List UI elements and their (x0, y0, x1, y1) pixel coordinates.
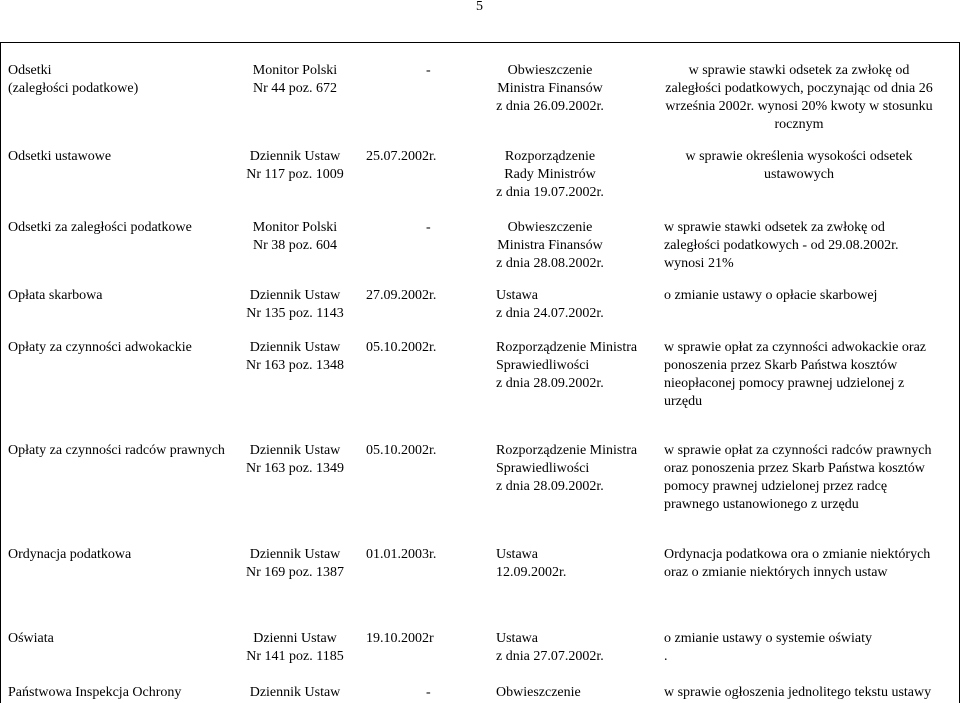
description-cell-line: . (664, 649, 668, 664)
subject-cell (8, 630, 54, 648)
description-cell-line: w sprawie stawki odsetek za zwłokę od (664, 220, 885, 235)
subject-cell (8, 219, 192, 237)
act-cell-line: Obwieszczenie (507, 220, 593, 235)
act-cell (496, 442, 637, 496)
date-cell: 05.10.2002r. (366, 443, 437, 458)
act-cell (490, 219, 610, 273)
act-cell-line: Sprawiedliwości (496, 358, 590, 373)
source-cell (240, 546, 350, 582)
description-cell-line: o zmianie ustawy o systemie oświaty (664, 631, 873, 646)
act-cell (490, 62, 610, 116)
act-cell-line: z dnia 28.09.2002r. (496, 376, 604, 391)
description-cell-line: oraz ponoszenia przez Skarb Państwa kosztów (664, 461, 925, 476)
act-cell-line: Sprawiedliwości (496, 461, 590, 476)
act-cell-line: z dnia 24.07.2002r. (496, 306, 604, 321)
act-cell-line: Rozporządzenie (504, 149, 596, 164)
act-cell (496, 630, 604, 666)
act-cell (496, 287, 604, 323)
description-cell-line: w sprawie ogłoszenia jednolitego tekstu ustawy (664, 685, 932, 700)
subject-cell-line: Opłaty za czynności radców prawnych (8, 443, 225, 458)
source-cell-line: Dziennik Ustaw (249, 443, 341, 458)
act-cell (490, 148, 610, 202)
source-cell-line: Dziennik Ustaw (249, 547, 341, 562)
description-cell-line: pomocy prawnej udzielonej przez radcę (664, 479, 888, 494)
source-cell-line: Nr 135 poz. 1143 (246, 306, 344, 321)
subject-cell (8, 442, 225, 460)
source-cell-line: Nr 169 poz. 1387 (246, 565, 344, 580)
source-cell-line: Nr 44 poz. 672 (253, 81, 337, 96)
description-cell-line: w sprawie stawki odsetek za zwłokę od (688, 63, 910, 78)
description-cell (664, 339, 926, 411)
act-cell-line: z dnia 19.07.2002r. (496, 185, 604, 200)
act-cell-line: z dnia 26.09.2002r. (496, 99, 604, 114)
description-cell-line: zaległości podatkowych, poczynając od dnia 26 (665, 81, 933, 96)
act-cell-line: Ustawa (496, 631, 538, 646)
subject-cell (8, 287, 102, 305)
act-cell-line: Rady Ministrów (504, 167, 596, 182)
description-cell (654, 62, 944, 134)
subject-cell (8, 62, 138, 98)
description-cell-line: wynosi 21% (664, 256, 734, 271)
source-cell (240, 62, 350, 98)
source-cell (240, 630, 350, 666)
subject-cell (8, 684, 181, 702)
description-cell-line: prawnego ustanowionego z urzędu (664, 497, 859, 512)
description-cell-line: urzędu (664, 394, 703, 409)
subject-cell-line: Odsetki ustawowe (8, 149, 112, 164)
act-cell-line: Rozporządzenie Ministra (496, 443, 638, 458)
act-cell (496, 684, 581, 702)
source-cell-line: Monitor Polski (252, 220, 338, 235)
date-cell: - (426, 220, 431, 235)
description-cell-line: rocznym (774, 117, 824, 132)
source-cell-line: Dziennik Ustaw (249, 685, 341, 700)
description-cell-line: września 2002r. wynosi 20% kwoty w stosunku (665, 99, 933, 114)
description-cell (664, 546, 930, 582)
date-cell: 27.09.2002r. (366, 288, 437, 303)
source-cell-line: Nr 38 poz. 604 (253, 238, 337, 253)
source-cell (240, 684, 350, 702)
page-number: 5 (476, 0, 483, 14)
act-cell-line: Ministra Finansów (497, 238, 603, 253)
subject-cell-line: Państwowa Inspekcja Ochrony (8, 685, 182, 700)
source-cell (240, 287, 350, 323)
description-cell (664, 684, 931, 702)
date-cell: 05.10.2002r. (366, 340, 437, 355)
description-cell-line: zaległości podatkowych - od 29.08.2002r. (664, 238, 899, 253)
subject-cell-line: Odsetki (8, 63, 52, 78)
act-cell-line: Ustawa (496, 288, 538, 303)
description-cell (664, 442, 931, 514)
source-cell-line: Dziennik Ustaw (249, 288, 341, 303)
source-cell-line: Monitor Polski (252, 63, 338, 78)
description-cell (664, 219, 898, 273)
subject-cell (8, 546, 131, 564)
description-cell-line: nieopłaconej pomocy prawnej udzielonej z (664, 376, 905, 391)
source-cell-line: Nr 163 poz. 1348 (246, 358, 344, 373)
source-cell (240, 219, 350, 255)
subject-cell (8, 339, 192, 357)
date-cell: - (426, 63, 431, 78)
date-cell: 01.01.2003r. (366, 547, 437, 562)
date-cell: 19.10.2002r (366, 631, 434, 646)
act-cell-line: z dnia 27.07.2002r. (496, 649, 604, 664)
act-cell-line: Obwieszczenie (507, 63, 593, 78)
subject-cell-line: Ordynacja podatkowa (8, 547, 132, 562)
description-cell-line: Ordynacja podatkowa ora o zmianie niektórych (664, 547, 931, 562)
source-cell-line: Dziennik Ustaw (249, 149, 341, 164)
description-cell (664, 287, 877, 305)
act-cell-line: z dnia 28.09.2002r. (496, 479, 604, 494)
description-cell-line: w sprawie określenia wysokości odsetek (685, 149, 913, 164)
subject-cell-line: (zaległości podatkowe) (8, 81, 139, 96)
description-cell-line: oraz o zmianie niektórych innych ustaw (664, 565, 888, 580)
source-cell (240, 148, 350, 184)
description-cell-line: ustawowych (764, 167, 834, 182)
description-cell-line: w sprawie opłat za czynności adwokackie oraz (664, 340, 926, 355)
source-cell-line: Nr 163 poz. 1349 (246, 461, 344, 476)
source-cell-line: Nr 117 poz. 1009 (246, 167, 344, 182)
source-cell-line: Dzienni Ustaw (253, 631, 337, 646)
description-cell-line: w sprawie opłat za czynności radców prawnych (664, 443, 932, 458)
date-cell: 25.07.2002r. (366, 149, 437, 164)
act-cell-line: z dnia 28.08.2002r. (496, 256, 604, 271)
description-cell-line: o zmianie ustawy o opłacie skarbowej (664, 288, 878, 303)
source-cell-line: Nr 141 poz. 1185 (246, 649, 344, 664)
act-cell-line: Ministra Finansów (497, 81, 603, 96)
act-cell-line: Ustawa (496, 547, 538, 562)
subject-cell-line: Odsetki za zaległości podatkowe (8, 220, 192, 235)
act-cell-line: Rozporządzenie Ministra (496, 340, 638, 355)
date-cell: - (426, 685, 431, 700)
description-cell (654, 148, 944, 184)
description-cell (664, 630, 872, 666)
act-cell (496, 339, 637, 393)
source-cell (240, 339, 350, 375)
subject-cell (8, 148, 111, 166)
act-cell (496, 546, 566, 582)
source-cell (240, 442, 350, 478)
description-cell-line: ponoszenia przez Skarb Państwa kosztów (664, 358, 898, 373)
act-cell-line: 12.09.2002r. (496, 565, 567, 580)
subject-cell-line: Opłata skarbowa (8, 288, 103, 303)
source-cell-line: Dziennik Ustaw (249, 340, 341, 355)
subject-cell-line: Opłaty za czynności adwokackie (8, 340, 192, 355)
act-cell-line: Obwieszczenie (496, 685, 581, 700)
subject-cell-line: Oświata (8, 631, 54, 646)
